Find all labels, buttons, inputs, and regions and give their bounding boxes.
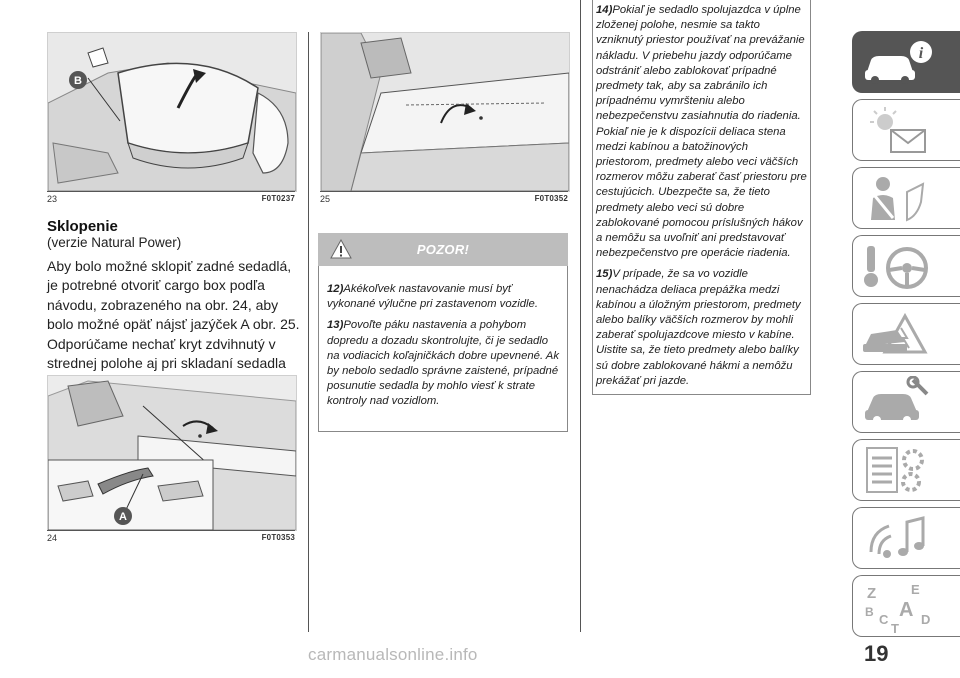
figure-24-image — [47, 375, 297, 531]
figure-25-caption — [320, 191, 568, 206]
figure-code: F0T0237 — [261, 194, 295, 203]
warning-title: POZOR! — [416, 242, 470, 257]
right-notes — [596, 3, 807, 395]
tab-warning-lights[interactable] — [852, 99, 960, 161]
figure-number: 24 — [47, 533, 58, 543]
column-divider — [308, 32, 309, 632]
tab-emergency[interactable] — [852, 303, 960, 365]
note-number: 13) — [327, 319, 344, 332]
note-text: V prípade, že sa vo vozidle nenachádza deliaca prepážka medzi kabínou a úložným priestorom, predmety alebo balíky väčších rozmerov by mohli zaberať spolujazdcove miesto v kabíne. Uistite sa, že tieto predmety alebo balíky sú dobre zablokované hákmi a nemôžu prekážať pri jazde. — [596, 268, 801, 387]
car-info-icon — [861, 36, 933, 90]
warning-notes — [327, 282, 562, 416]
index-letter: E — [911, 582, 920, 597]
figure-23-image — [47, 32, 297, 192]
trunk-floor-illustration — [321, 33, 569, 191]
seatbelt-person-icon — [861, 172, 933, 226]
note-number: 15) — [596, 268, 613, 281]
section-heading: Sklopenie — [47, 218, 118, 235]
index-letter: D — [921, 612, 931, 627]
car-accident-icon — [861, 308, 933, 362]
note-12 — [327, 282, 562, 312]
figure-code: F0T0352 — [534, 194, 568, 203]
figure-code: F0T0353 — [261, 533, 295, 542]
index-letter: T — [891, 621, 899, 634]
column-divider — [580, 0, 581, 632]
svg-text:i: i — [918, 45, 924, 62]
index-letter: Z — [867, 585, 877, 602]
note-14 — [596, 3, 807, 261]
page-number: 19 — [864, 641, 889, 666]
figure-25-image — [320, 32, 570, 192]
note-number: 12) — [327, 283, 344, 295]
note-15 — [596, 267, 807, 389]
tab-maintenance[interactable] — [852, 371, 960, 433]
cargo-box-cover-illustration — [48, 33, 296, 191]
figure-23-caption — [47, 191, 295, 206]
trunk-tab-illustration — [48, 376, 296, 530]
tab-safety[interactable] — [852, 167, 960, 229]
figure-24-caption — [47, 530, 295, 545]
checklist-gears-icon — [861, 444, 933, 498]
car-wrench-icon — [861, 376, 933, 430]
callout-b-label: B — [74, 75, 82, 87]
index-letter: B — [865, 605, 874, 619]
alphabet-index-icon — [861, 580, 933, 634]
index-letter: C — [879, 612, 889, 627]
right-warning-box — [592, 0, 811, 395]
tab-technical-data[interactable] — [852, 439, 960, 501]
tab-index[interactable] — [852, 575, 960, 637]
note-text: Pokiaľ je sedadlo spolujazdca v úplne zloženej polohe, nesmie sa takto vzniknutý priestor používať na prevážanie nákladu. V priebehu jazdy odporúčame odstrániť alebo zablokovať prípadné predmety tak, aby sa zabránilo ich prípadnému vymršteniu alebo nebezpečenstvu zasiahnutia do riadenia. Pokiaľ nie je k dispozícii deliaca stena medzi kabínou a batožinových priestorom, predmety alebo veci väčších rozmerov môžu zaberať časť priestoru pre cestujúcich. Ubezpečte sa, že tieto predmety alebo veci sú dobre zablokované pomocou príslušných hákov a nemôžu sa uvoľniť ani predstavovať nebezpečenstvo pre operácie riadenia. — [596, 4, 807, 260]
signal-music-note-icon — [861, 512, 933, 566]
index-letter: A — [899, 599, 914, 621]
section-subheading: (verzie Natural Power) — [47, 235, 182, 250]
note-text: Akékoľvek nastavovanie musí byť vykonané výlučne pri zastavenom vozidle. — [327, 283, 538, 311]
tab-multimedia[interactable] — [852, 507, 960, 569]
figure-number: 23 — [47, 194, 58, 204]
note-text: Povoľte páku nastavenia a pohybom dopredu a dozadu skontrolujte, či je sedadlo na vodiacich koľajničkách dobre upevnené. Ak by nebolo sedadlo správne zaistené, prípadné posunutie sedadla by mohlo viesť k strate kontroly nad vozidlom. — [327, 319, 559, 408]
tab-car-info[interactable] — [852, 31, 960, 93]
figure-number: 25 — [320, 194, 331, 204]
warning-light-envelope-icon — [861, 104, 933, 158]
callout-a-label: A — [119, 511, 127, 523]
section-body: Aby bolo možné sklopiť zadné sedadlá, je potrebné otvoriť cargo box podľa návodu, zobrazeného na obr. 24, aby bolo možné opäť nájsť jazýček A obr. 25. Odporúčame nechať kryt zdvihnutý v strednej polohe aj pri skladaní sedadla — [47, 258, 300, 372]
note-number: 14) — [596, 4, 613, 16]
warning-banner — [318, 233, 568, 266]
note-13 — [327, 318, 562, 409]
key-steering-wheel-icon — [861, 240, 933, 294]
tab-starting-driving[interactable] — [852, 235, 960, 297]
watermark: carmanualsonline.info — [308, 645, 478, 664]
warning-box — [318, 266, 568, 432]
